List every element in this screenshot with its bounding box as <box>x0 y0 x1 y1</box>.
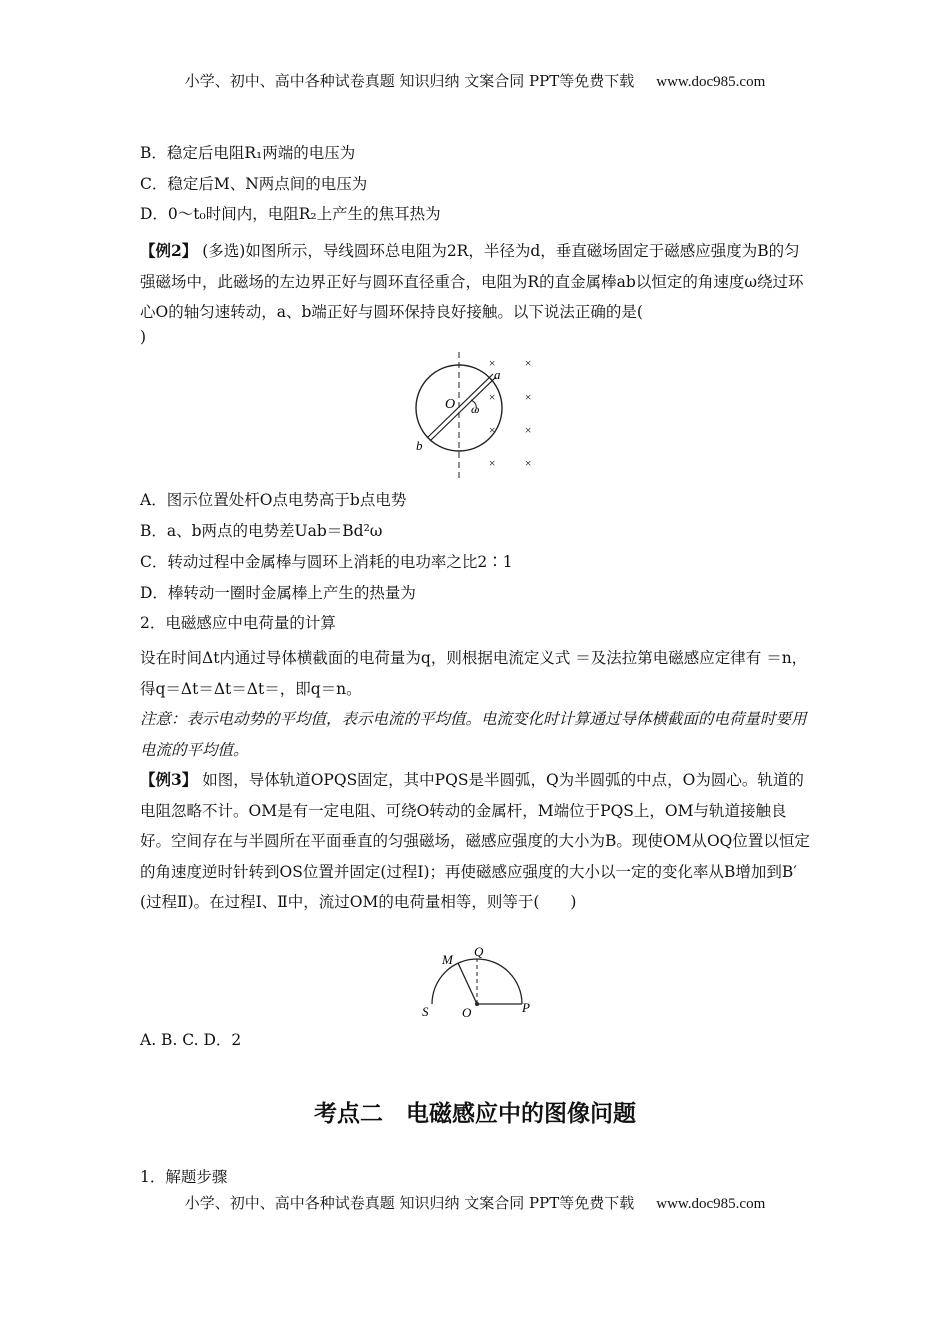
example3-figure <box>418 946 538 1020</box>
section2-heading: 2．电磁感应中电荷量的计算 <box>140 614 336 632</box>
example2-option-b: B．a、b两点的电势差Uab＝Bd²ω <box>140 522 383 540</box>
section2-paragraph: 设在时间Δt内通过导体横截面的电荷量为q，则根据电流定义式 ＝及法拉第电磁感应定律有 ＝n，得q＝Δt＝Δt＝Δt＝，即q＝n。 <box>140 649 808 698</box>
page-footer <box>0 1192 950 1213</box>
pivot-o <box>475 1002 479 1006</box>
rod-line-2 <box>430 377 496 441</box>
page-header <box>0 70 950 91</box>
rod-om <box>458 963 477 1004</box>
example2-close-paren: ) <box>140 328 147 346</box>
cross-4: × <box>524 390 533 404</box>
example2-option-d: D．棒转动一圈时金属棒上产生的热量为 <box>140 584 416 602</box>
cross-7: × <box>488 456 497 470</box>
cross-5: × <box>488 423 497 437</box>
example2-option-a: A．图示位置处杆O点电势高于b点电势 <box>140 491 407 509</box>
footer-site: www.doc985.com <box>656 1196 766 1212</box>
option-b-top: B．稳定后电阻R₁两端的电压为 <box>140 144 356 162</box>
cross-6: × <box>524 423 533 437</box>
example3-options: A. B. C. D．2 <box>140 1031 242 1049</box>
label-omega: ω <box>471 402 480 416</box>
rod-line-1 <box>427 374 493 438</box>
label-o: O <box>445 397 456 412</box>
label-b: b <box>416 438 423 453</box>
example2-text: (多选)如图所示，导线圆环总电阻为2R，半径为d，垂直磁场固定于磁感应强度为B的匀强磁场中，此磁场的左边界正好与圆环直径重合，电阻为R的直金属棒ab以恒定的角速度ω绕过环心O的轴匀速转动，a、b端正好与圆环保持良好接触。以下说法正确的是( <box>140 242 804 321</box>
cross-3: × <box>488 390 497 404</box>
example3-paragraph <box>140 765 812 918</box>
label-a: a <box>494 367 501 382</box>
example2-label: 【例2】 <box>140 241 198 260</box>
label-o2: O <box>462 1005 472 1020</box>
example2-paragraph <box>140 236 812 328</box>
example3-label: 【例3】 <box>140 770 198 789</box>
example2-option-c: C．转动过程中金属棒与圆环上消耗的电功率之比2∶1 <box>140 553 513 571</box>
header-text: 小学、初中、高中各种试卷真题 知识归纳 文案合同 PPT等免费下载 <box>184 72 635 90</box>
step-heading: 1．解题步骤 <box>140 1168 228 1186</box>
label-p: P <box>522 1000 530 1015</box>
footer-text: 小学、初中、高中各种试卷真题 知识归纳 文案合同 PPT等免费下载 <box>184 1194 635 1212</box>
label-m: M <box>442 952 453 967</box>
example3-text: 如图，导体轨道OPQS固定，其中PQS是半圆弧，Q为半圆弧的中点，O为圆心。轨道的电阻忽略不计。OM是有一定电阻、可绕O转动的金属杆，M端位于PQS上，OM与轨道接触良好。空间存在与半圆所在平面垂直的匀强磁场，磁感应强度的大小为B。现使OM从OQ位置以恒定的角速度逆时针转到OS位置并固定(过程Ⅰ)；再使磁感应强度的大小以一定的变化率从B增加到B′(过程Ⅱ)。在过程Ⅰ、Ⅱ中，流过OM的电荷量相等，则等于( ) <box>140 771 810 911</box>
label-s: S <box>422 1004 429 1019</box>
header-site: www.doc985.com <box>656 74 766 90</box>
example2-figure <box>405 350 545 480</box>
option-c-top: C．稳定后M、N两点间的电压为 <box>140 175 368 193</box>
cross-2: × <box>524 356 533 370</box>
section-title: 考点二 电磁感应中的图像问题 <box>314 1101 636 1127</box>
option-d-top: D．0～t₀时间内，电阻R₂上产生的焦耳热为 <box>140 205 441 223</box>
cross-8: × <box>524 456 533 470</box>
cross-1: × <box>488 356 497 370</box>
label-q: Q <box>474 946 484 959</box>
section2-note: 注意：表示电动势的平均值，表示电流的平均值。电流变化时计算通过导体横截面的电荷量时要用电流的平均值。 <box>140 710 807 759</box>
